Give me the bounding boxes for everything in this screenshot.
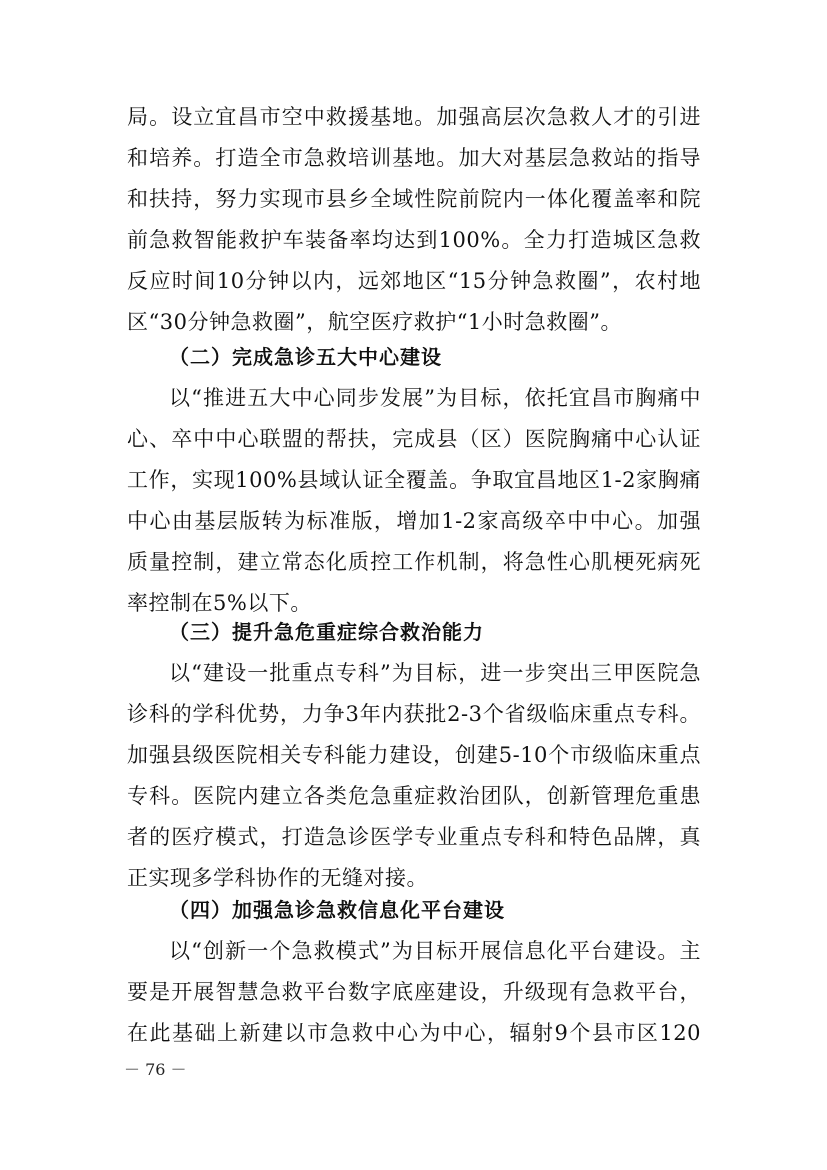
paragraph-line: 和培养。打造全市急救培训基地。加大对基层急救站的指导 (127, 146, 701, 170)
paragraph-line: 心、卒中中心联盟的帮扶，完成县（区）医院胸痛中心认证 (127, 427, 701, 451)
paragraph-line: 和扶持，努力实现市县乡全域性院前院内一体化覆盖率和院 (127, 187, 701, 211)
paragraph-line: 以“推进五大中心同步发展”为目标，依托宜昌市胸痛中 (169, 386, 701, 410)
paragraph-line: 加强县级医院相关专科能力建设，创建5-10个市级临床重点 (127, 743, 701, 767)
paragraph-line: 以“建设一批重点专科”为目标，进一步突出三甲医院急 (169, 661, 701, 685)
paragraph-line: 专科。医院内建立各类危急重症救治团队，创新管理危重患 (127, 784, 701, 808)
paragraph-line: 区“30分钟急救圈”，航空医疗救护“1小时急救圈”。 (127, 310, 623, 334)
paragraph-line: 局。设立宜昌市空中救援基地。加强高层次急救人才的引进 (127, 105, 701, 129)
paragraph-line: 率控制在5%以下。 (127, 591, 312, 615)
paragraph-line: 在此基础上新建以市急救中心为中心，辐射9个县市区120 (127, 1021, 701, 1045)
paragraph-line: 以“创新一个急救模式”为目标开展信息化平台建设。主 (169, 939, 701, 963)
page-number: － 76 － (124, 1060, 187, 1079)
paragraph-line: 诊科的学科优势，力争3年内获批2-3个省级临床重点专科。 (127, 702, 701, 726)
paragraph-line: 质量控制，建立常态化质控工作机制，将急性心肌梗死病死 (127, 550, 701, 574)
paragraph-line: 反应时间10分钟以内，远郊地区“15分钟急救圈”，农村地 (127, 269, 701, 293)
paragraph-line: 工作，实现100%县域认证全覆盖。争取宜昌地区1-2家胸痛 (127, 468, 701, 492)
paragraph-line: 中心由基层版转为标准版，增加1-2家高级卒中中心。加强 (127, 509, 701, 533)
section-heading: （四）加强急诊急救信息化平台建设 (169, 898, 505, 922)
section-heading: （三）提升急危重症综合救治能力 (169, 620, 484, 644)
section-heading: （二）完成急诊五大中心建设 (169, 345, 442, 369)
paragraph-line: 要是开展智慧急救平台数字底座建设，升级现有急救平台， (127, 980, 701, 1004)
paragraph-line: 正实现多学科协作的无缝对接。 (127, 866, 428, 890)
paragraph-line: 前急救智能救护车装备率均达到100%。全力打造城区急救 (127, 228, 701, 252)
paragraph-line: 者的医疗模式，打造急诊医学专业重点专科和特色品牌，真 (127, 825, 701, 849)
